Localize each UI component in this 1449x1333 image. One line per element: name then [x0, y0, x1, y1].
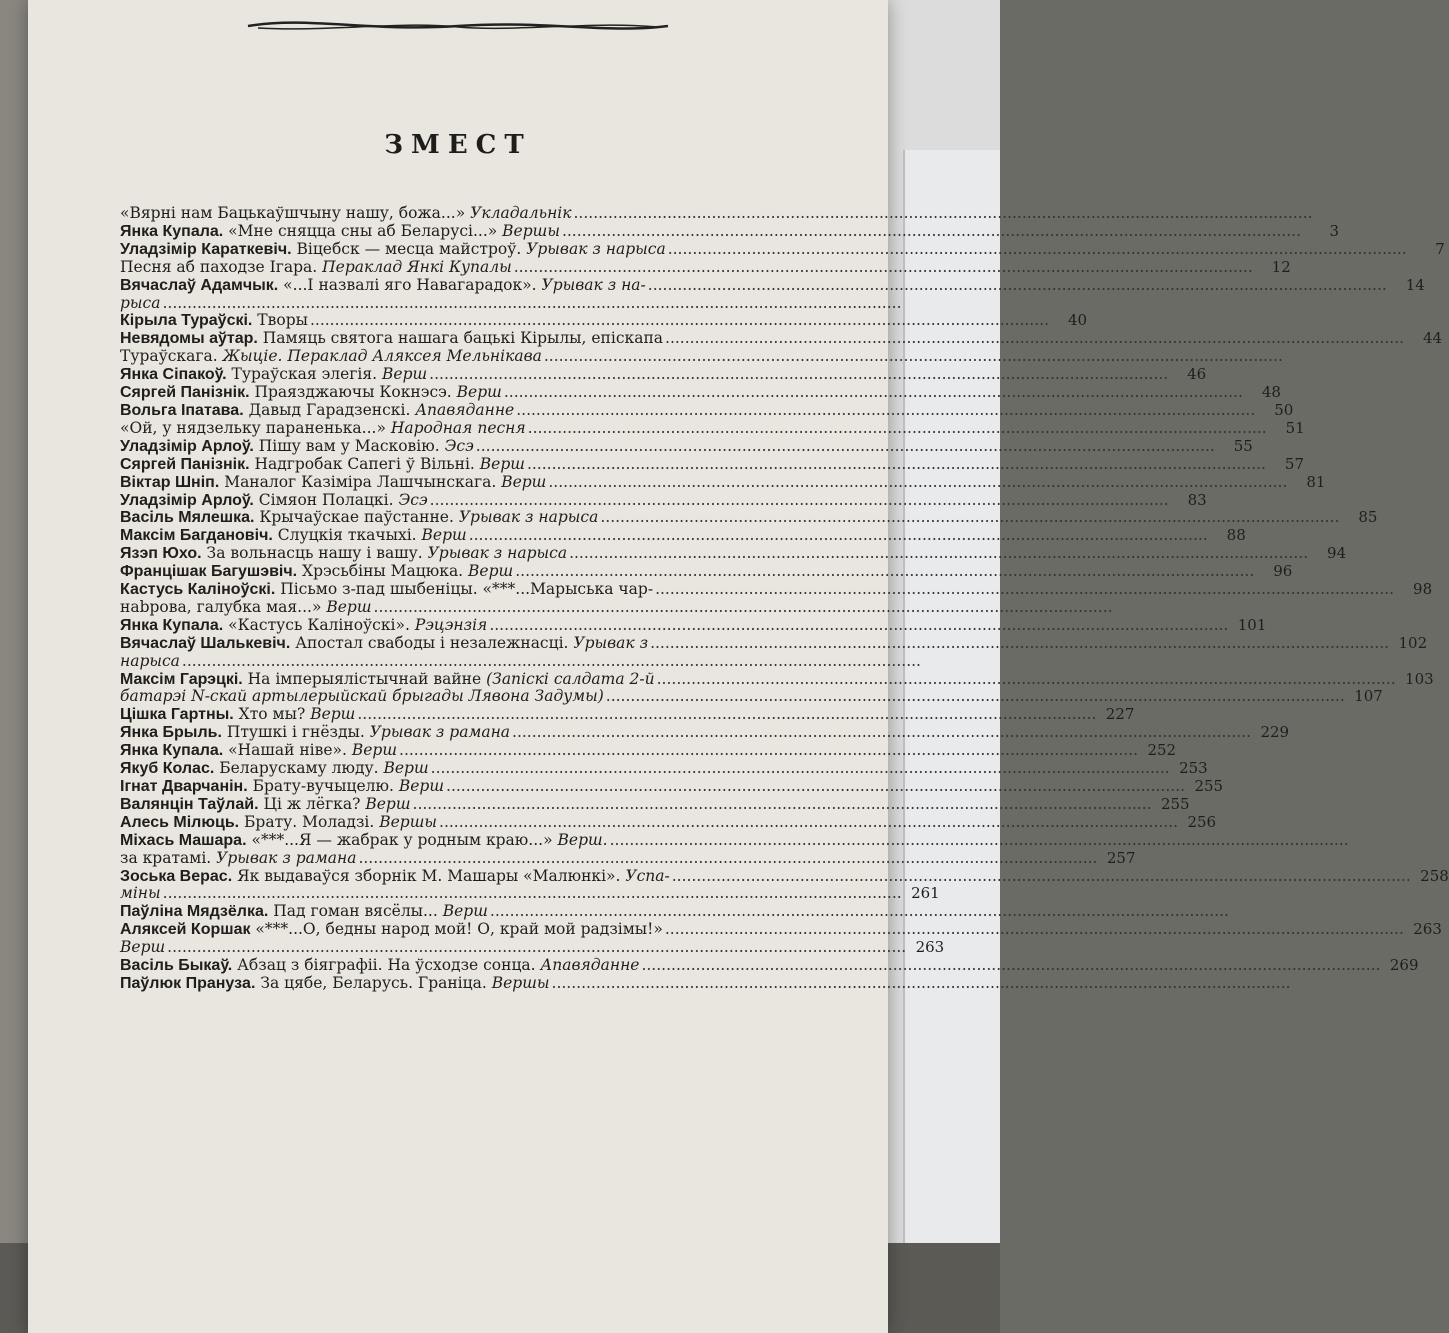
toc-title: Крычаўскае паўстанне. [254, 508, 459, 527]
toc-entry-text [120, 832, 608, 850]
toc-title: за кратамі. [120, 848, 217, 867]
toc-title: «Нашай ніве». [223, 741, 352, 760]
toc-entry-text [120, 277, 646, 295]
toc-page-number: 261 [911, 884, 940, 903]
toc-page-number: 103 [1405, 669, 1434, 688]
toc-genre: Урывак з [573, 633, 649, 652]
toc-entry-text [120, 760, 429, 778]
toc-page-number: 51 [1285, 418, 1305, 437]
toc-entry [120, 221, 1340, 241]
toc-title: Апостал свабоды і незалежнасці. [290, 633, 574, 652]
toc-entry [120, 562, 1293, 581]
toc-entry-text [120, 241, 666, 259]
toc-page-number: 14 [1405, 275, 1425, 294]
toc-entry [120, 723, 1290, 742]
toc-title: Пішу вам у Масковію. [253, 436, 445, 455]
toc-leader-dots [502, 384, 1245, 402]
toc-entry [120, 490, 1207, 510]
toc-leader-dots [372, 599, 1115, 617]
toc-title: Тураўская элегія. [226, 365, 382, 384]
toc-genre: нарыса [120, 651, 180, 670]
toc-genre: Верш [120, 938, 166, 957]
toc-leader-dots [663, 330, 1406, 348]
toc-title: «***...Я — жабрак у родным краю...» [246, 830, 558, 849]
toc-leader-dots [444, 778, 1187, 796]
toc-entry-text [120, 706, 355, 724]
toc-title: Віцебск — месца майстроў. [291, 239, 527, 258]
toc-entry-text [120, 330, 663, 348]
toc-leader-dots [488, 903, 1231, 921]
toc-genre: Рэцэнзія [414, 615, 488, 634]
toc-entry-text [120, 617, 487, 635]
toc-entry [120, 975, 820, 993]
toc-author: Вольга Іпатава. [120, 401, 244, 419]
toc-title: Тураўскага. [120, 347, 223, 366]
toc-leader-dots [542, 348, 1285, 366]
toc-title: «Кастусь Каліноўскі». [223, 615, 415, 634]
toc-leader-dots [653, 581, 1396, 599]
toc-entry [120, 508, 1378, 527]
toc-genre: Урывак з рамана [216, 848, 357, 867]
toc-genre: Успа- [625, 866, 670, 885]
toc-entry [120, 400, 1294, 420]
toc-entry [120, 418, 1305, 438]
toc-entry [120, 383, 1281, 402]
toc-title: Праязджаючы Кокнэсэ. [249, 383, 457, 402]
toc-author: Кастусь Каліноўскі. [120, 581, 276, 599]
toc-leader-dots [550, 975, 1293, 993]
toc-entry [120, 454, 1304, 474]
toc-leader-dots [427, 366, 1170, 384]
toc-author: Уладзімір Караткевіч. [120, 240, 292, 258]
toc-author: Уладзімір Арлоў. [120, 437, 254, 455]
toc-author: Паўлюк Пранузa. [120, 974, 256, 992]
toc-title: Слуцкія ткачыхі. [272, 526, 422, 545]
toc-author: Зоська Верас. [120, 867, 233, 885]
page-title: ЗМЕСТ [384, 130, 532, 160]
toc-title: Пісьмо з-пад шыбеніцы. «***...Марыська чар- [275, 580, 654, 599]
toc-leader-dots [514, 402, 1257, 420]
toc-title: Птушкі і гнёзды. [221, 723, 370, 742]
toc-entry [120, 599, 820, 617]
toc-author: Максім Багдановіч. [120, 527, 273, 545]
toc-entry-text [120, 635, 648, 653]
toc-leader-dots [308, 312, 1051, 330]
toc-entry [120, 295, 820, 313]
toc-author: Невядомы аўтар. [120, 330, 258, 348]
toc-leader-dots [604, 688, 1347, 706]
toc-entry [120, 205, 820, 223]
toc-title: За вольнасць нашу і вашу. [201, 544, 428, 563]
toc-entry [120, 669, 1434, 689]
toc-leader-dots [467, 527, 1210, 545]
toc-entry [120, 311, 1088, 330]
toc-entry [120, 615, 1267, 635]
toc-author: Алесь Мілюць. [120, 813, 240, 831]
toc-title: Пад гоман вясёлы... [268, 902, 443, 921]
toc-entry [120, 812, 1217, 832]
toc-entry [120, 257, 1291, 277]
toc-page-number: 256 [1187, 812, 1217, 831]
toc-leader-dots [474, 438, 1217, 456]
toc-page-number: 44 [1422, 329, 1443, 348]
toc-genre: Жыціе. Пераклад Аляксея Мельнікава [222, 347, 542, 366]
toc-author: Міхась Машара. [120, 831, 247, 849]
toc-entry-text [120, 975, 550, 993]
toc-entry [120, 687, 1383, 706]
toc-entry-text [120, 599, 372, 617]
toc-title: «...І назвалі яго Навагарадок». [278, 275, 542, 294]
toc-entry [120, 832, 820, 850]
toc-leader-dots [165, 939, 908, 957]
toc-page-number: 46 [1187, 365, 1207, 384]
toc-entry-text [120, 527, 467, 545]
toc-title: Надгробак Сапегі ў Вільні. [249, 454, 480, 473]
toc-leader-dots [356, 850, 1099, 868]
toc-title: Хто мы? [233, 705, 311, 724]
toc-leader-dots [598, 509, 1341, 527]
toc-genre: Вершы [502, 221, 560, 240]
toc-page-number: 98 [1413, 580, 1433, 599]
toc-author: Язэп Юхо. [120, 545, 202, 563]
toc-leader-dots [655, 671, 1398, 689]
toc-genre: Верш [479, 454, 525, 473]
toc-author: Валянцін Таўлай. [120, 795, 259, 813]
toc-title: Давыд Гарадзенскі. [243, 400, 416, 419]
toc-title: Творы [252, 311, 308, 330]
toc-page-number: 81 [1306, 472, 1326, 491]
toc-leader-dots [608, 832, 1351, 850]
toc-author: Францішак Багушэвіч. [120, 563, 298, 581]
toc-genre: Верш. [557, 830, 608, 849]
toc-genre: Верш [365, 794, 411, 813]
toc-entry-text [120, 545, 567, 563]
toc-title: Песня аб паходзе Ігара. [120, 257, 323, 276]
toc-entry-text [120, 885, 161, 903]
toc-genre: Апавяданне [540, 956, 640, 975]
book-page [28, 0, 1449, 1333]
toc-entry-text [120, 223, 560, 241]
toc-leader-dots [160, 295, 903, 313]
toc-entry [120, 348, 820, 366]
toc-entry [120, 903, 820, 921]
toc-author: Сяргей Панізнік. [120, 455, 250, 473]
toc-title: За цябе, Беларусь. Граніца. [255, 973, 492, 992]
toc-leader-dots [572, 205, 1315, 223]
toc-author: Віктар Шніп. [120, 473, 220, 491]
toc-entry-text [120, 671, 655, 689]
toc-entry [120, 848, 1136, 868]
toc-author: Вячаслаў Шалькевіч. [120, 634, 291, 652]
toc-genre: Верш [383, 759, 429, 778]
toc-author: Янка Купала. [120, 742, 224, 760]
toc-entry-text [120, 724, 510, 742]
toc-entry-text [120, 921, 663, 939]
toc-title: нabрова, галубка мая...» [120, 597, 327, 616]
toc-entry [120, 472, 1326, 492]
toc-author: Ігнат Дварчанін. [120, 778, 248, 795]
toc-leader-dots [180, 653, 923, 671]
toc-page-number: 48 [1261, 383, 1281, 402]
toc-leader-dots [648, 635, 1391, 653]
toc-leader-dots [429, 760, 1172, 778]
toc-page-number: 102 [1398, 633, 1428, 652]
toc-title: Брату. Моладзі. [239, 812, 380, 831]
toc-page-number: 55 [1233, 436, 1253, 455]
toc-page-number: 40 [1067, 311, 1088, 330]
toc-genre: Вершы [491, 973, 550, 992]
toc-author: Якуб Колас. [120, 760, 215, 778]
toc-author: Васіль Быкаў. [120, 957, 233, 975]
toc-title: «Мне сняцца сны аб Беларусі...» [223, 221, 503, 240]
toc-entry [120, 884, 940, 903]
table-of-contents [120, 204, 1449, 993]
toc-entry-text [120, 492, 428, 510]
toc-genre: Укладальнік [470, 204, 572, 222]
toc-title: Абзац з біяграфіі. На ўсходзе сонца. [232, 956, 541, 975]
toc-page-number: 7 [1435, 239, 1445, 258]
toc-author: Янка Купала. [120, 616, 224, 634]
toc-title: Сімяон Полацкі. [253, 490, 399, 509]
toc-leader-dots [512, 259, 1255, 277]
toc-leader-dots [487, 617, 1230, 635]
toc-genre: Верш [421, 526, 467, 545]
toc-entry-text [120, 957, 639, 975]
toc-entry [120, 741, 1177, 760]
toc-genre: Урывак з нарыса [526, 239, 666, 258]
toc-entry [120, 365, 1207, 384]
toc-author: Цішка Гартны. [120, 706, 234, 724]
toc-entry-text [120, 581, 653, 599]
toc-genre: Верш [456, 383, 502, 402]
toc-leader-dots [646, 277, 1389, 295]
toc-entry [120, 866, 1449, 886]
toc-page-number: 96 [1273, 562, 1293, 581]
toc-author: Уладзімір Арлоў. [120, 491, 254, 509]
toc-entry [120, 653, 820, 671]
toc-page-number: 12 [1271, 257, 1291, 276]
toc-entry-text [120, 474, 546, 492]
toc-entry [120, 938, 945, 957]
toc-title: Брату-вучыцелю. [247, 777, 399, 795]
toc-page-number: 107 [1354, 687, 1383, 706]
toc-genre: Апавяданне [415, 400, 515, 419]
toc-entry-text [120, 312, 308, 330]
toc-entry [120, 920, 1442, 939]
toc-title: Маналог Казіміра Лашчынскага. [219, 472, 502, 491]
toc-author: Сяргей Панізнік. [120, 384, 250, 402]
toc-page-number: 263 [915, 938, 945, 957]
toc-page-number: 3 [1329, 221, 1340, 240]
toc-title: Памяць святога нашага бацькі Кірылы, епіскапа [257, 329, 664, 348]
toc-entry-text [120, 796, 411, 814]
toc-page-number: 94 [1327, 544, 1347, 563]
toc-genre: Верш [351, 741, 398, 760]
toc-page-number: 269 [1389, 956, 1419, 975]
header-ornament [248, 18, 668, 34]
toc-page-number: 57 [1284, 454, 1304, 473]
toc-entry-text [120, 438, 474, 456]
toc-page-number: 263 [1413, 920, 1442, 939]
toc-leader-dots [546, 474, 1289, 492]
toc-genre: Урывак з рамана [369, 723, 511, 742]
toc-title: Хрэсьбіны Мацюка. [297, 562, 469, 581]
toc-entry-text [120, 688, 604, 706]
toc-title: Як выдаваўся зборнік М. Машары «Малюнкі». [232, 866, 626, 885]
toc-page-number: 253 [1179, 759, 1208, 778]
toc-genre: Верш [501, 472, 547, 491]
toc-entry-text [120, 366, 427, 384]
toc-entry-text [120, 814, 437, 832]
toc-genre: Урывак з нарыса [458, 508, 599, 527]
toc-entry-text [120, 456, 525, 474]
toc-genre: Пераклад Янкі Купалы [322, 257, 512, 276]
toc-page-number: 88 [1226, 526, 1246, 545]
toc-genre: Вершы [379, 812, 438, 831]
toc-leader-dots [560, 223, 1303, 241]
toc-genre: Верш [468, 562, 514, 581]
toc-genre: батарэі N-скай артылерыйскай брыгады Лявона Задумы) [120, 687, 604, 706]
toc-genre: міны [120, 884, 161, 903]
toc-title: На імперыялістычнай вайне [242, 669, 487, 688]
toc-page-number: 255 [1194, 777, 1224, 795]
toc-leader-dots [397, 742, 1140, 760]
toc-entry-text [120, 563, 513, 581]
toc-entry [120, 956, 1419, 975]
toc-genre: Народная песня [390, 418, 526, 437]
toc-genre: Верш [398, 777, 445, 795]
toc-leader-dots [670, 868, 1413, 886]
toc-entry-text [120, 348, 542, 366]
toc-author: Аляксей Коршак [120, 921, 251, 939]
toc-page-number: 101 [1237, 615, 1267, 634]
toc-entry [120, 544, 1347, 563]
toc-leader-dots [428, 492, 1171, 510]
toc-title: «Вярні нам Бацькаўшчыну нашу, божа...» [120, 204, 471, 222]
toc-genre: Верш [310, 705, 356, 724]
toc-entry-text [120, 259, 512, 277]
toc-page-number: 258 [1420, 866, 1449, 885]
toc-genre: Эсэ [398, 490, 428, 509]
toc-page-number: 227 [1105, 705, 1135, 724]
toc-entry [120, 275, 1425, 295]
toc-entry [120, 759, 1208, 778]
toc-entry [120, 526, 1246, 545]
toc-author: Паўліна Мядзёлка. [120, 903, 269, 921]
toc-genre: Верш [326, 597, 372, 616]
toc-title: «***...О, бедны народ мой! О, край мой радзімы!» [250, 920, 663, 939]
toc-genre: Эсэ [444, 436, 474, 455]
toc-page-number: 255 [1160, 794, 1190, 813]
toc-genre: Верш [442, 902, 488, 921]
toc-page-number: 252 [1147, 741, 1177, 760]
toc-page-number: 257 [1106, 848, 1136, 867]
toc-author: Янка Купала. [120, 222, 224, 240]
toc-genre: рыса [120, 293, 161, 312]
toc-author: Вячаслаў Адамчык. [120, 276, 279, 294]
toc-leader-dots [411, 796, 1154, 814]
toc-entry-text [120, 742, 397, 760]
toc-entry [120, 777, 1224, 796]
toc-entry-text [120, 939, 165, 957]
toc-entry-text [120, 205, 572, 223]
toc-entry-text [120, 653, 180, 671]
toc-title: «Ой, у нядзельку параненька...» [120, 418, 391, 437]
toc-entry [120, 329, 1443, 348]
toc-genre: Урывак з на- [541, 275, 646, 294]
toc-entry-text [120, 402, 514, 420]
toc-leader-dots [510, 724, 1253, 742]
toc-page-number: 50 [1274, 400, 1294, 419]
toc-entry [120, 794, 1190, 814]
toc-title: Ці ж лёгка? [258, 794, 366, 813]
toc-entry-text [120, 420, 526, 438]
toc-author: Янка Сіпакоў. [120, 366, 227, 384]
toc-leader-dots [437, 814, 1180, 832]
toc-genre: (Запіскі салдата 2-й [486, 669, 655, 688]
toc-leader-dots [639, 957, 1382, 975]
toc-entry-text [120, 778, 444, 796]
toc-entry [120, 705, 1135, 724]
toc-entry-text [120, 868, 670, 886]
toc-leader-dots [663, 921, 1406, 939]
toc-entry [120, 633, 1428, 653]
toc-entry [120, 436, 1253, 456]
toc-leader-dots [666, 241, 1409, 259]
toc-entry [120, 239, 1445, 259]
toc-leader-dots [567, 545, 1310, 563]
toc-page-number: 83 [1187, 490, 1207, 509]
toc-genre: Верш [382, 365, 428, 384]
toc-author: Кірыла Тураўскі. [120, 312, 253, 330]
toc-page-number: 229 [1260, 723, 1290, 742]
toc-author: Янка Брыль. [120, 724, 222, 742]
toc-leader-dots [355, 706, 1098, 724]
toc-leader-dots [526, 420, 1269, 438]
toc-entry-text [120, 295, 160, 313]
toc-entry-text [120, 509, 598, 527]
toc-genre: Урывак з нарыса [427, 544, 568, 563]
toc-entry-text [120, 903, 488, 921]
toc-title: Беларускаму люду. [214, 759, 384, 778]
toc-leader-dots [161, 885, 904, 903]
toc-entry-text [120, 850, 356, 868]
toc-entry-text [120, 384, 502, 402]
toc-author: Васіль Мялешка. [120, 509, 255, 527]
toc-leader-dots [513, 563, 1256, 581]
toc-leader-dots [525, 456, 1268, 474]
toc-entry [120, 580, 1433, 599]
toc-author: Максім Гарэцкі. [120, 670, 243, 688]
toc-page-number: 85 [1358, 508, 1378, 527]
